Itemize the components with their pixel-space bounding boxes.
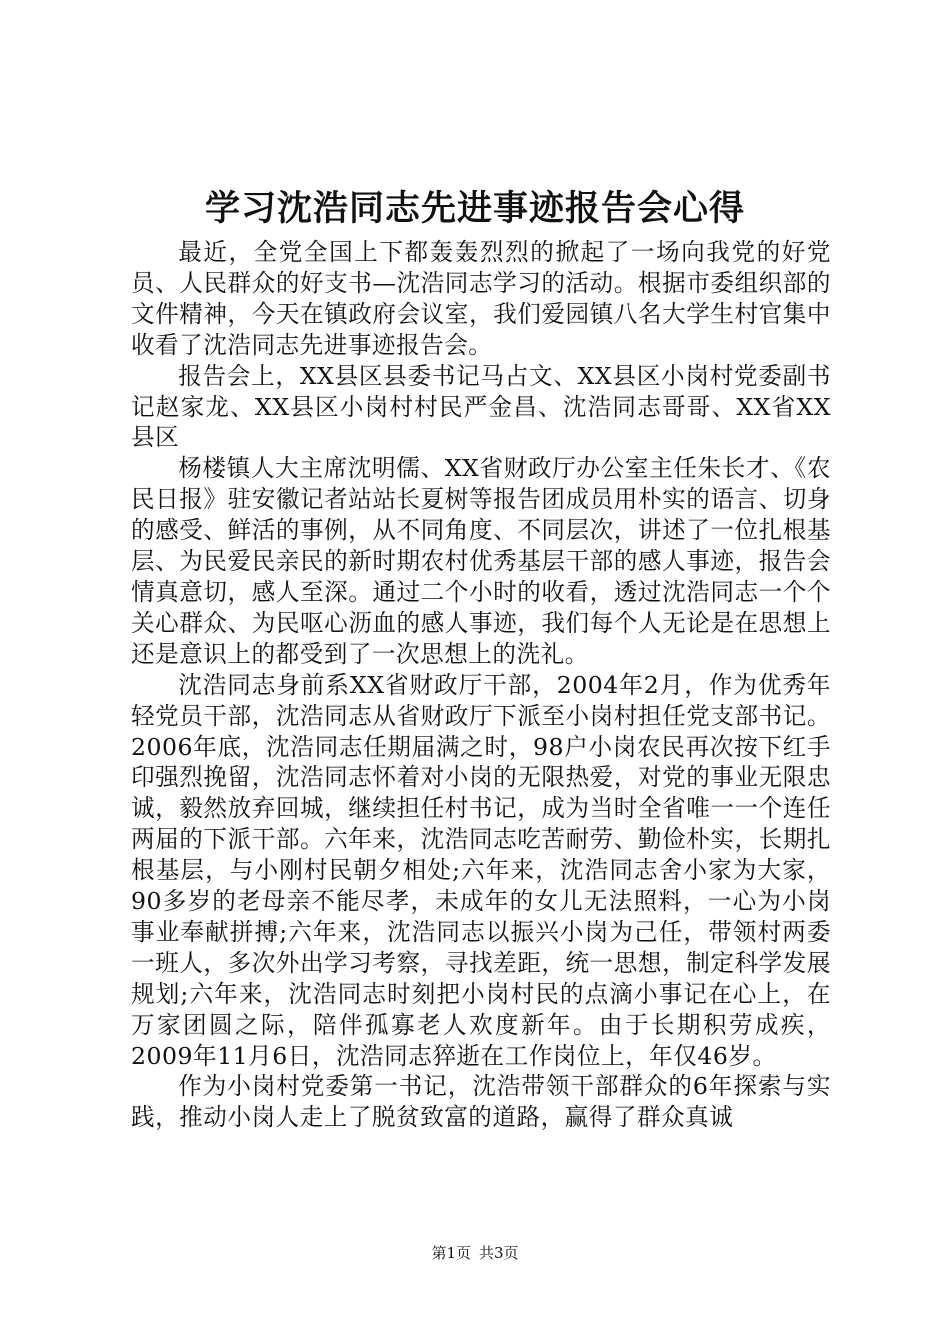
document-title: 学习沈浩同志先进事迹报告会心得 bbox=[204, 188, 745, 229]
page-number: 第1页 bbox=[431, 1244, 471, 1262]
paragraph: 最近，全党全国上下都轰轰烈烈的掀起了一场向我党的好党员、人民群众的好支书—沈浩同志学习的活动。根据市委组织部的文件精神，今天在镇政府会议室，我们爱园镇八名大学生村官集中收看了沈浩同志先进事迹报告会。 bbox=[131, 238, 831, 359]
paragraph: 作为小岗村党委第一书记，沈浩带领干部群众的6年探索与实践，推动小岗人走上了脱贫致富的道路，赢得了群众真诚 bbox=[131, 1072, 831, 1132]
document-body bbox=[131, 237, 831, 1133]
paragraph: 杨楼镇人大主席沈明儒、XX省财政厅办公室主任朱长才、《农民日报》驻安徽记者站站长夏树等报告团成员用朴实的语言、切身的感受、鲜活的事例，从不同角度、不同层次，讲述了一位扎根基层、为民爱民亲民的新时期农村优秀基层干部的感人事迹，报告会情真意切，感人至深。通过二个小时的收看，透过沈浩同志一个个关心群众、为民呕心沥血的感人事迹，我们每个人无论是在思想上还是意识上的都受到了一次思想上的洗礼。 bbox=[131, 454, 831, 668]
page-footer bbox=[0, 1243, 950, 1263]
page-total: 共3页 bbox=[479, 1244, 519, 1262]
paragraph: 报告会上，XX县区县委书记马占文、XX县区小岗村党委副书记赵家龙、XX县区小岗村村民严金昌、沈浩同志哥哥、XX省XX县区 bbox=[131, 361, 831, 452]
paragraph: 沈浩同志身前系XX省财政厅干部，2004年2月，作为优秀年轻党员干部，沈浩同志从省财政厅下派至小岗村担任党支部书记。2006年底，沈浩同志任期届满之时，98户小岗农民再次按下红手印强烈挽留，沈浩同志怀着对小岗的无限热爱，对党的事业无限忠诚，毅然放弃回城，继续担任村书记，成为当时全省唯一一个连任两届的下派干部。六年来，沈浩同志吃苦耐劳、勤俭朴实，长期扎根基层，与小刚村民朝夕相处;六年来，沈浩同志舍小家为大家，90多岁的老母亲不能尽孝，未成年的女儿无法照料，一心为小岗事业奉献拼搏;六年来，沈浩同志以振兴小岗为己任，带领村两委一班人，多次外出学习考察，寻找差距，统一思想，制定科学发展规划;六年来，沈浩同志时刻把小岗村民的点滴小事记在心上，在万家团圆之际，陪伴孤寡老人欢度新年。由于长期积劳成疾，2009年11月6日，沈浩同志猝逝在工作岗位上，年仅46岁。 bbox=[131, 670, 831, 1070]
